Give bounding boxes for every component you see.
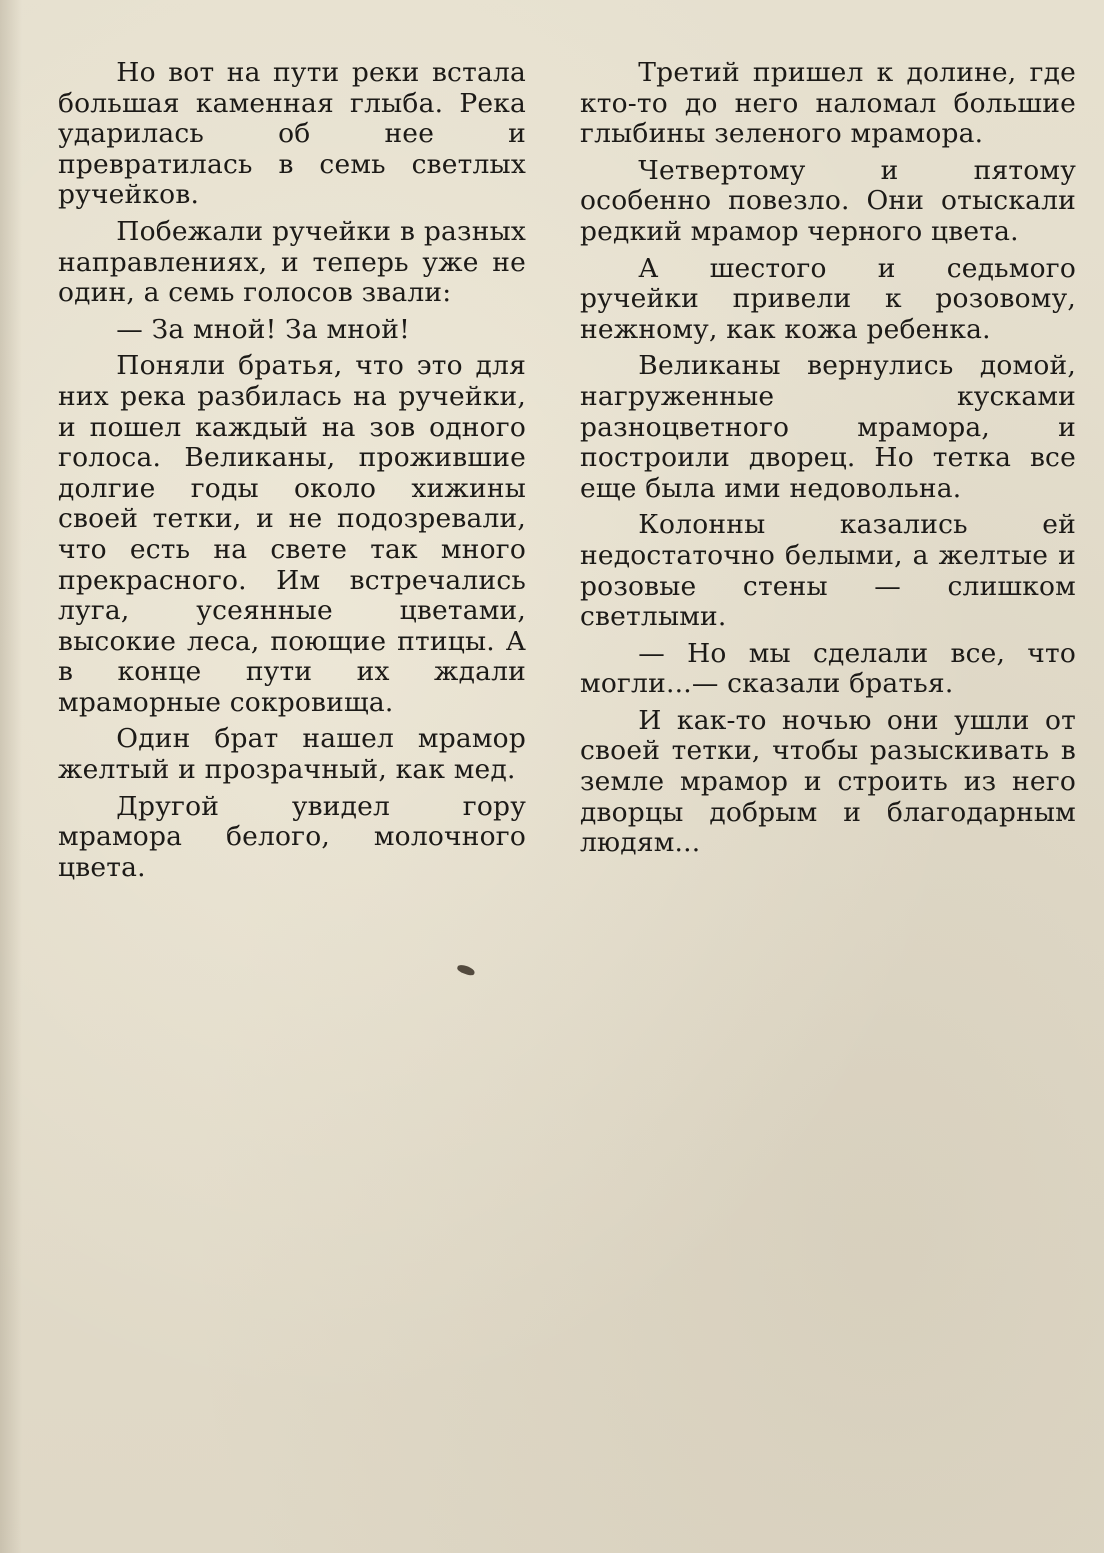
paragraph: Но вот на пути реки встала большая каменная глыба. Река ударилась об нее и превратилась в семь светлых ручейков. — [58, 57, 526, 211]
dialogue-line: — Но мы сделали все, что могли...— сказали братья. — [580, 637, 1076, 700]
paragraph: Другой увидел гору мрамора белого, молочного цвета. — [58, 790, 526, 883]
dialogue-line: — За мной! За мной! — [116, 313, 410, 345]
paragraph: Побежали ручейки в разных направлениях, и теперь уже не один, а семь голосов звали: — [58, 215, 526, 309]
paragraph: Поняли братья, что это для них река разбилась на ручейки, и пошел каждый на зов одного голоса. Великаны, прожившие долгие годы около хижины своей тетки, и не подозревали, что есть на свете так много прекрасного. Им встречались луга, усеянные цветами, высокие леса, поющие птицы. А в конце пути их ждали мраморные сокровища. — [58, 350, 526, 718]
paragraph: Третий пришел к долине, где кто-то до него наломал большие глыбины зеленого мрамора. — [580, 57, 1076, 150]
paragraph: Колонны казались ей недостаточно белыми, а желтые и розовые стены — слишком светлыми. — [580, 509, 1076, 633]
right-text-column — [580, 58, 1076, 865]
paragraph: И как-то ночью они ушли от своей тетки, чтобы разыскивать в земле мрамор и строить из него дворцы добрым и благодарным людям... — [580, 704, 1076, 859]
left-text-column — [58, 58, 526, 889]
paragraph: Один брат нашел мрамор желтый и прозрачный, как мед. — [58, 723, 526, 786]
paragraph: А шестого и седьмого ручейки привели к розовому, нежному, как кожа ребенка. — [580, 252, 1076, 345]
paragraph: Четвертому и пятому особенно повезло. Они отыскали редкий мрамор черного цвета. — [580, 154, 1076, 247]
paragraph: Великаны вернулись домой, нагруженные кусками разноцветного мрамора, и построили дворец. Но тетка все еще была ими недовольна. — [580, 350, 1076, 504]
ink-smudge — [456, 963, 476, 976]
